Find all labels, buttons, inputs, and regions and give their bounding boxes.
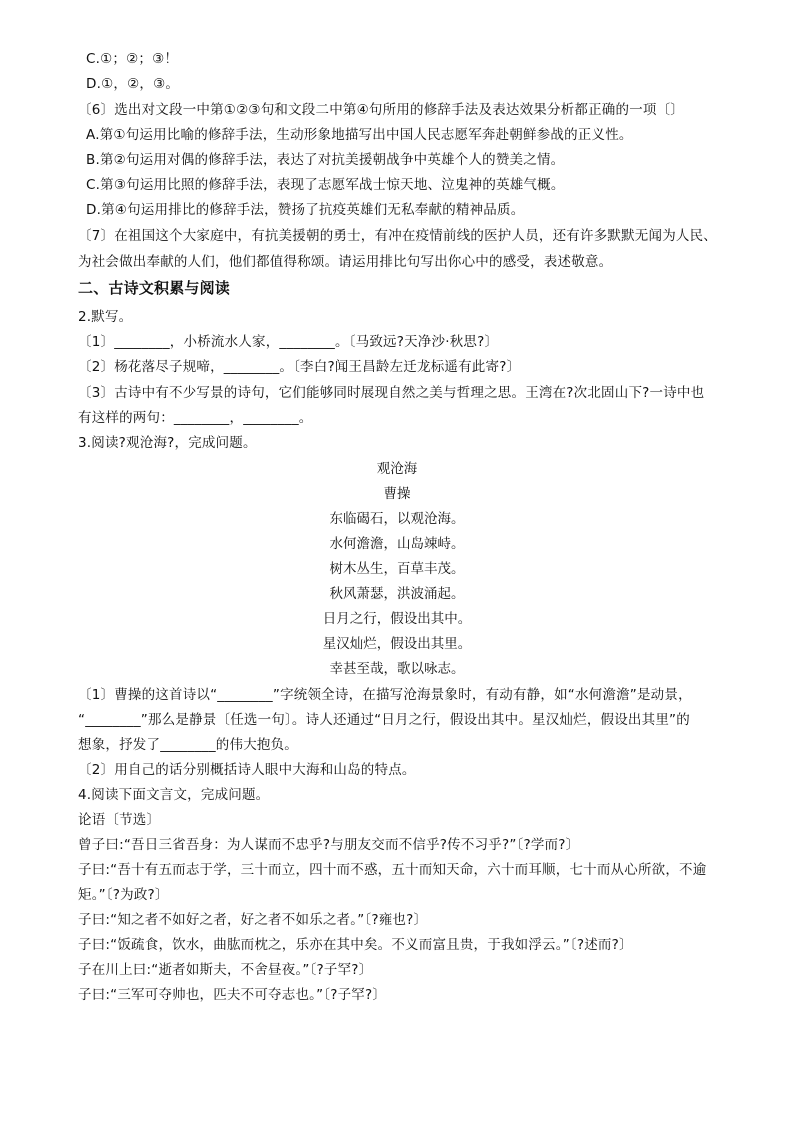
question-3-item-1-line-2: “________”那么是静景〔任选一句〕。诗人还通过“日月之行，假设出其中。星汉灿烂，假设出其里”的 [78, 712, 690, 728]
poem-author: 曹操 [383, 486, 411, 502]
poem-line: 星汉灿烂，假设出其里。 [322, 636, 472, 652]
lunyu-line: 子曰:“三军可夺帅也，匹夫不可夺志也。”〔?子罕?〕 [78, 987, 387, 1003]
question-2-item-3-line-1: 〔3〕古诗中有不少写景的诗句，它们能够同时展现自然之美与哲理之思。王湾在?次北固山下?一诗中也 [78, 385, 705, 401]
question-3-title: 3.阅读?观沧海?，完成问题。 [78, 435, 257, 451]
question-7-line-2: 为社会做出奉献的人们，他们都值得称颂。请运用排比句写出你心中的感受，表述敬意。 [78, 254, 613, 270]
lunyu-line: 子曰:“吾十有五而志于学，三十而立，四十而不惑，五十而知天命，六十而耳顺，七十而从心所欲，不逾 [78, 862, 707, 878]
poem-line: 日月之行，假设出其中。 [322, 611, 472, 627]
option-c: C.①；②；③！ [86, 51, 179, 67]
question-2-item-3-line-2: 有这样的两句：________，________。 [78, 410, 313, 426]
lunyu-line: 子曰:“饭疏食，饮水，曲肱而枕之，乐亦在其中矣。不义而富且贵，于我如浮云。”〔?述而?〕 [78, 937, 633, 953]
poem-line: 树木丛生，百草丰茂。 [329, 561, 465, 577]
question-3-item-1-line-3: 想象，抒发了________的伟大抱负。 [78, 737, 298, 753]
poem-line: 秋风萧瑟，洪波涌起。 [329, 586, 465, 602]
lunyu-title: 论语〔节选〕 [78, 812, 161, 828]
poem-line: 东临碣石，以观沧海。 [329, 511, 465, 527]
question-6-option-c: C.第③句运用比照的修辞手法，表现了志愿军战士惊天地、泣鬼神的英雄气概。 [86, 177, 565, 193]
question-7-line-1: 〔7〕在祖国这个大家庭中，有抗美援朝的勇士，有冲在疫情前线的医护人员，还有许多默默无闻为人民、 [78, 228, 717, 244]
lunyu-line: 子在川上曰:“逝者如斯夫，不舍昼夜。”〔?子罕?〕 [78, 962, 373, 978]
question-6-option-a: A.第①句运用比喻的修辞手法，生动形象地描写出中国人民志愿军奔赴朝鲜参战的正义性。 [86, 127, 633, 143]
option-d: D.①，②，③。 [86, 76, 180, 92]
question-4-title: 4.阅读下面文言文，完成问题。 [78, 787, 270, 803]
lunyu-line: 曾子曰:“吾日三省吾身：为人谋而不忠乎?与朋友交而不信乎?传不习乎?”〔?学而?〕 [78, 837, 580, 853]
poem-title: 观沧海 [376, 461, 418, 477]
poem-line: 水何澹澹，山岛竦峙。 [329, 536, 465, 552]
lunyu-line: 矩。”〔?为政?〕 [78, 887, 169, 903]
section-heading: 二、古诗文积累与阅读 [78, 279, 231, 297]
question-6-option-d: D.第④句运用排比的修辞手法，赞扬了抗疫英雄们无私奉献的精神品质。 [86, 202, 525, 218]
question-3-item-1-line-1: 〔1〕曹操的这首诗以“________”字统领全诗，在描写沧海景象时，有动有静，如“水何澹澹”是动景， [78, 687, 692, 703]
question-6-option-b: B.第②句运用对偶的修辞手法，表达了对抗美援朝战争中英雄个人的赞美之情。 [86, 152, 565, 168]
question-3-item-2: 〔2〕用自己的话分别概括诗人眼中大海和山岛的特点。 [78, 762, 416, 778]
lunyu-line: 子曰:“知之者不如好之者，好之者不如乐之者。”〔?雍也?〕 [78, 912, 428, 928]
question-2-title: 2.默写。 [78, 309, 133, 325]
question-6-stem: 〔6〕选出对文段一中第①②③句和文段二中第④句所用的修辞手法及表达效果分析都正确的一项〔〕 [78, 102, 684, 118]
poem-line: 幸甚至哉，歌以咏志。 [329, 661, 465, 677]
question-2-item-2: 〔2〕杨花落尽子规啼，________。〔李白?闻王昌龄左迁龙标遥有此寄?〕 [78, 359, 521, 375]
question-2-item-1: 〔1〕________，小桥流水人家，________。〔马致远?天净沙·秋思?〕 [78, 334, 499, 350]
